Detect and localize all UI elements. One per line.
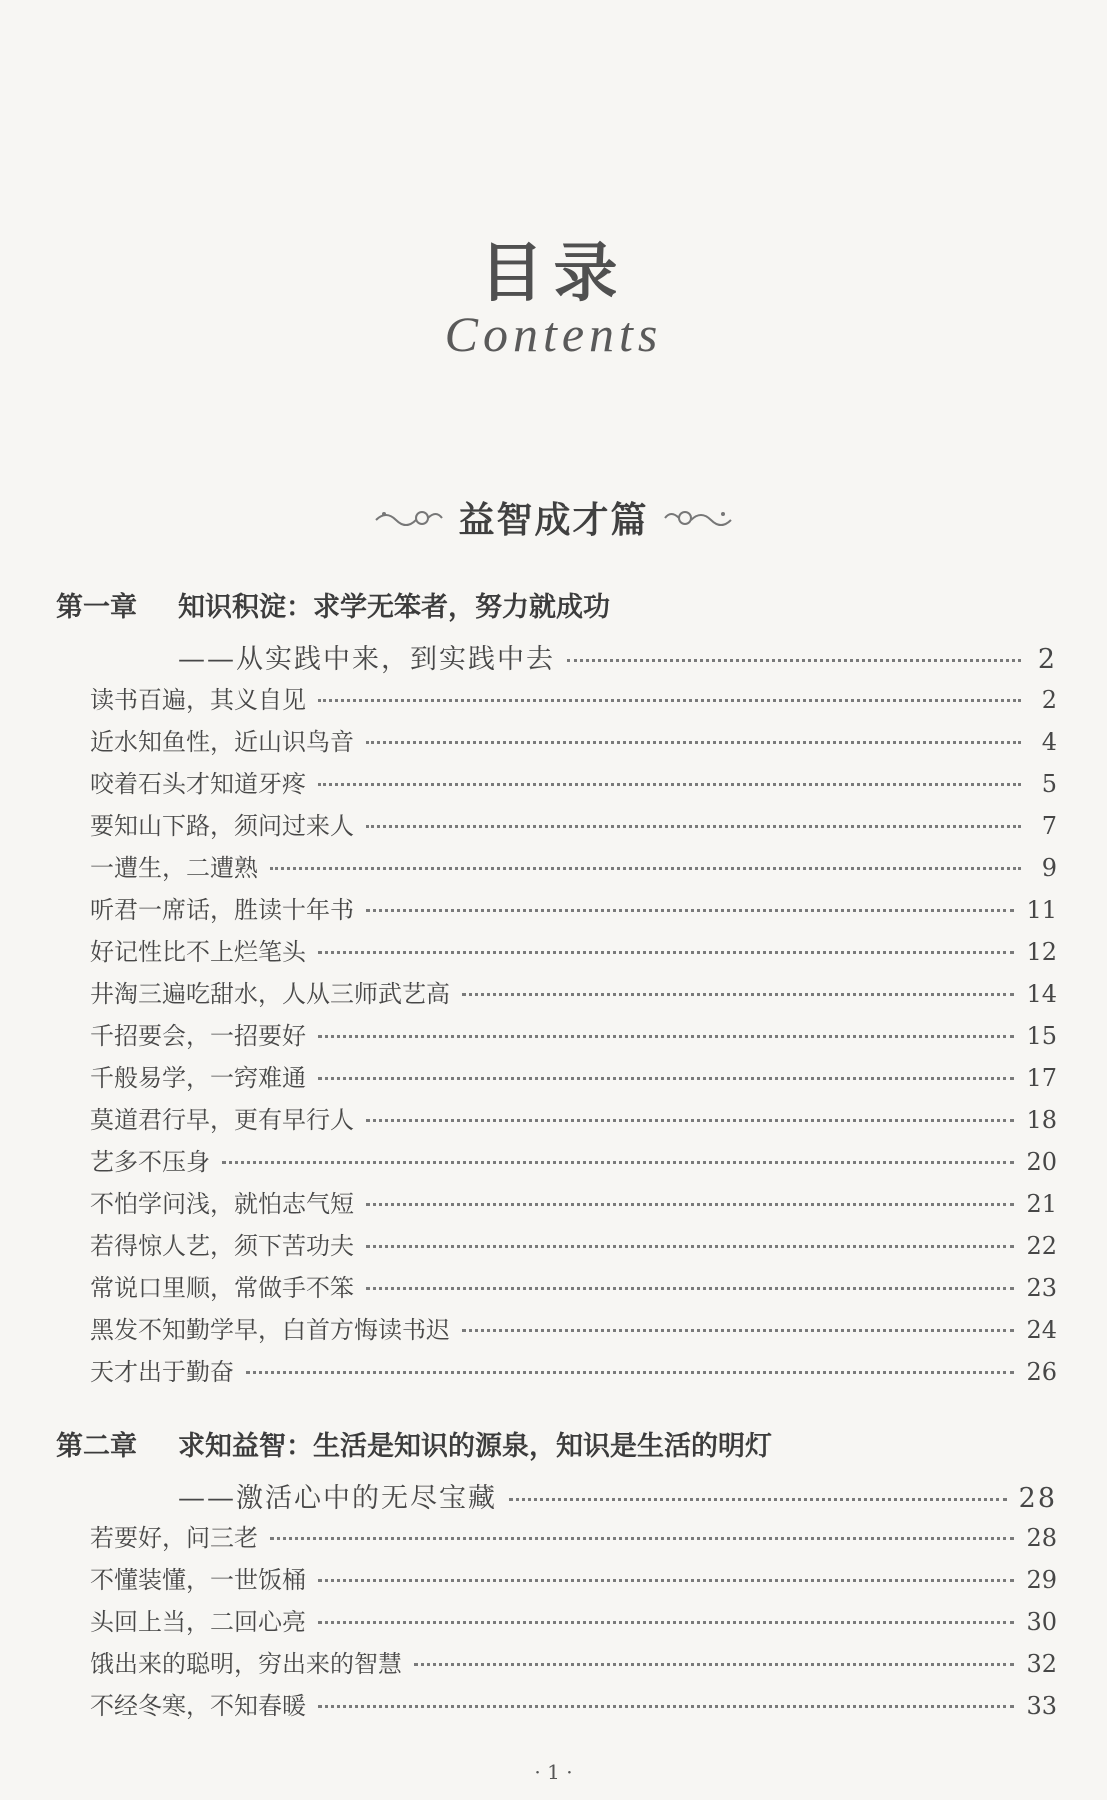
page-number: 2 [1037,644,1057,675]
page-number: 18 [1026,1106,1057,1134]
page-number: 21 [1026,1190,1057,1218]
entry-title: 黑发不知勤学早，白首方悔读书迟 [90,1316,450,1344]
page-number: 24 [1026,1316,1057,1344]
part-heading [0,492,1107,543]
entry-title: 一遭生，二遭熟 [90,854,258,882]
entry-title: 近水知鱼性，近山识鸟音 [90,728,354,756]
toc-entry[interactable] [90,932,1057,967]
dot-leader [318,1035,1014,1038]
dot-leader [318,951,1014,954]
toc-entry[interactable] [90,1268,1057,1303]
entry-title: 井淘三遍吃甜水，人从三师武艺高 [90,980,450,1008]
page-number: 32 [1026,1650,1057,1678]
dot-leader [222,1161,1014,1164]
dot-leader [414,1663,1014,1666]
dot-leader [318,1621,1014,1624]
page-number: 15 [1026,1022,1057,1050]
right-flourish-icon [663,504,733,532]
toc-entry[interactable] [90,1100,1057,1135]
entry-title: 咬着石头才知道牙疼 [90,770,306,798]
chapter-number: 第二章 [56,1431,137,1462]
dot-leader [246,1371,1014,1374]
page-number: 4 [1041,728,1057,756]
toc-entry[interactable] [90,1602,1057,1637]
page-number: 20 [1026,1148,1057,1176]
dot-leader [318,1705,1014,1708]
page-number: 14 [1026,980,1057,1008]
dot-leader [366,1203,1014,1206]
left-flourish-icon [374,504,444,532]
part-title: 益智成才篇 [458,499,649,541]
toc-entry[interactable] [90,1016,1057,1051]
page-number: 22 [1026,1232,1057,1260]
entry-title: 常说口里顺，常做手不笨 [90,1274,354,1302]
chapter-subtitle: ——激活心中的无尽宝藏 [178,1483,497,1514]
page-number: 2 [1041,686,1057,714]
entry-title: 好记性比不上烂笔头 [90,938,306,966]
entry-title: 千招要会，一招要好 [90,1022,306,1050]
chapter-title: 求知益智：生活是知识的源泉，知识是生活的明灯 [178,1431,772,1462]
entry-title: 艺多不压身 [90,1148,210,1176]
chapter-heading[interactable] [56,585,1067,624]
dot-leader [318,783,1021,786]
chapter-subtitle: ——从实践中来，到实践中去 [178,644,555,675]
dot-leader [366,1245,1014,1248]
toc-entry[interactable] [90,1142,1057,1177]
entry-title: 不经冬寒，不知春暖 [90,1692,306,1720]
toc-entry[interactable] [90,1560,1057,1595]
chapter-title: 知识积淀：求学无笨者，努力就成功 [178,592,610,623]
page-number: 29 [1026,1566,1057,1594]
entry-title: 若得惊人艺，须下苦功夫 [90,1232,354,1260]
page-number: 9 [1041,854,1057,882]
toc-entry[interactable] [90,806,1057,841]
dot-leader [270,867,1021,870]
toc-entry[interactable] [90,1058,1057,1093]
page-number: 17 [1026,1064,1057,1092]
toc-entry[interactable] [90,848,1057,883]
entry-title: 饿出来的聪明，穷出来的智慧 [90,1650,402,1678]
toc-entry[interactable] [90,1226,1057,1261]
entry-title: 千般易学，一窍难通 [90,1064,306,1092]
dot-leader [567,659,1021,662]
chapter-subtitle-row[interactable] [178,637,1057,676]
dot-leader [318,1579,1014,1582]
page-number: 23 [1026,1274,1057,1302]
page-number: 28 [1018,1483,1057,1514]
page-footer-number: · 1 · [534,1760,573,1784]
dot-leader [318,699,1021,702]
page-number: 28 [1026,1524,1057,1552]
toc-entry[interactable] [90,890,1057,925]
dot-leader [366,1287,1014,1290]
toc-entry[interactable] [90,1184,1057,1219]
entry-title: 天才出于勤奋 [90,1358,234,1386]
chapter-subtitle-row[interactable] [178,1476,1057,1515]
dot-leader [318,1077,1014,1080]
page-number: 5 [1041,770,1057,798]
chapter-heading[interactable] [56,1424,1067,1463]
page-title: 目录 [479,237,628,311]
page-number: 7 [1041,812,1057,840]
page-number: 30 [1026,1608,1057,1636]
entry-title: 要知山下路，须问过来人 [90,812,354,840]
page-number: 26 [1026,1358,1057,1386]
chapter-number: 第一章 [56,592,137,623]
page-number: 11 [1026,896,1057,924]
dot-leader [509,1498,1007,1501]
page-number: 33 [1026,1692,1057,1720]
toc-entry[interactable] [90,974,1057,1009]
page-title-english: Contents [444,306,663,362]
toc-entry[interactable] [90,1352,1057,1387]
entry-title: 听君一席话，胜读十年书 [90,896,354,924]
toc-entry[interactable] [90,1518,1057,1553]
dot-leader [462,1329,1014,1332]
page-number: 12 [1026,938,1057,966]
entry-title: 莫道君行早，更有早行人 [90,1106,354,1134]
toc-entry[interactable] [90,1644,1057,1679]
dot-leader [270,1537,1014,1540]
toc-entry[interactable] [90,764,1057,799]
entry-title: 若要好，问三老 [90,1524,258,1552]
entry-title: 头回上当，二回心亮 [90,1608,306,1636]
toc-entry[interactable] [90,1310,1057,1345]
toc-entry[interactable] [90,680,1057,715]
dot-leader [366,741,1021,744]
dot-leader [462,993,1014,996]
toc-entry[interactable] [90,722,1057,757]
dot-leader [366,825,1021,828]
entry-title: 不懂装懂，一世饭桶 [90,1566,306,1594]
entry-title: 读书百遍，其义自见 [90,686,306,714]
toc-entry[interactable] [90,1686,1057,1721]
entry-title: 不怕学问浅，就怕志气短 [90,1190,354,1218]
dot-leader [366,909,1014,912]
dot-leader [366,1119,1014,1122]
